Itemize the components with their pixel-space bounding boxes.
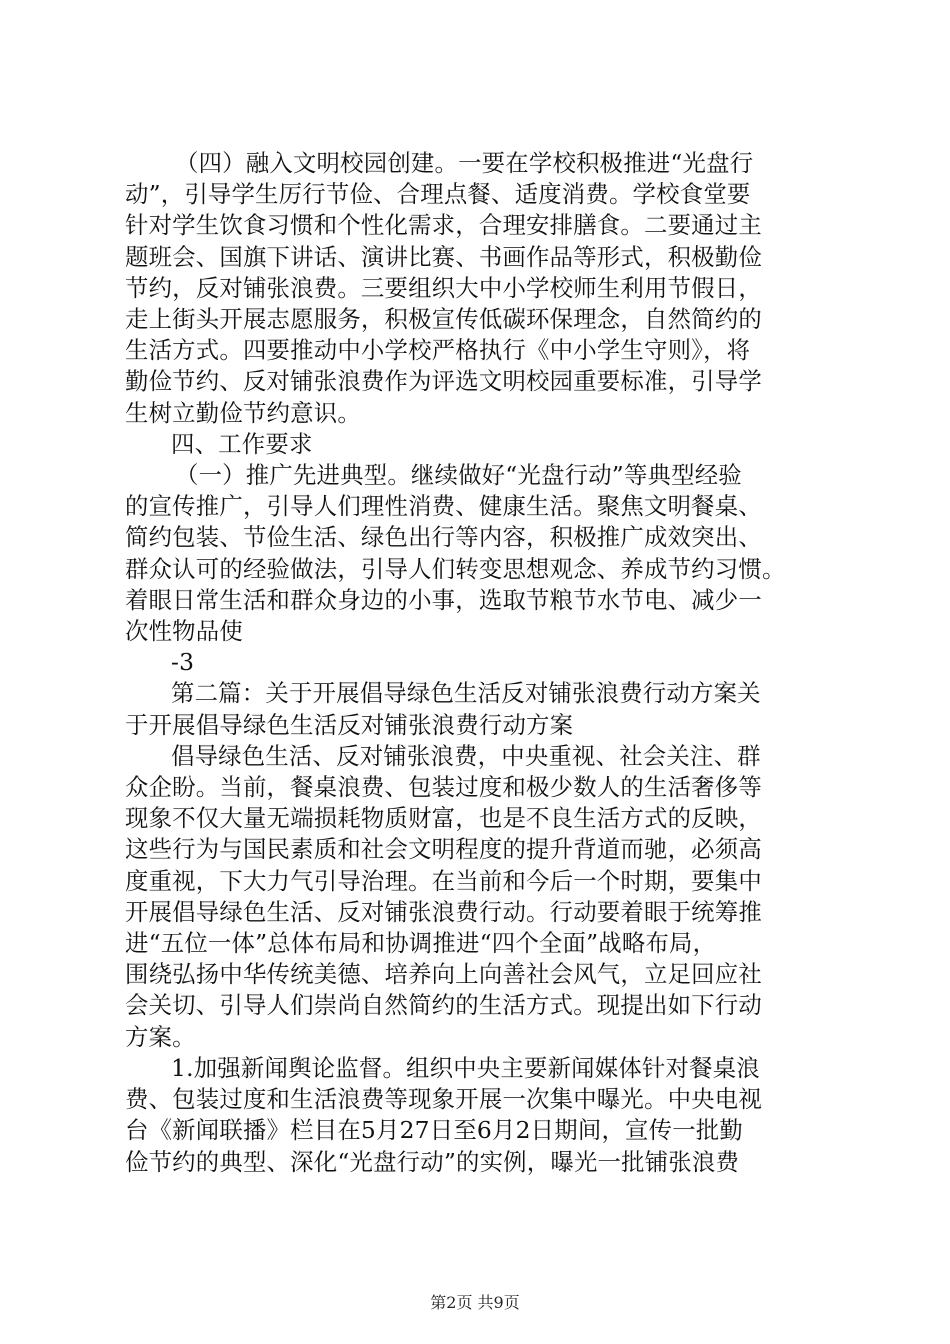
paragraph-line: 众企盼。当前，餐桌浪费、包装过度和极少数人的生活奢侈等 [125,773,762,802]
paragraph-line: 这些行为与国民素质和社会文明程度的提升背道而驰，必须高 [125,835,762,864]
paragraph-line: （四）融入文明校园创建。一要在学校积极推进“光盘行 [175,149,754,177]
paragraph-line: 针对学生饮食习惯和个性化需求，合理安排膳食。二要通过主 [125,211,762,240]
paragraph-line: 台《新闻联播》栏目在5月27日至6月2日期间，宣传一批勤 [125,1116,743,1145]
paragraph-line: 会关切、引导人们崇尚自然简约的生活方式。现提出如下行动 [125,991,762,1020]
paragraph-line: 开展倡导绿色生活、反对铺张浪费行动。行动要着眼于统筹推 [125,897,762,926]
paragraph-line: 度重视，下大力气引导治理。在当前和今后一个时期，要集中 [125,866,762,895]
paragraph-line: 俭节约的典型、深化“光盘行动”的实例，曝光一批铺张浪费 [125,1147,740,1176]
paragraph-line: 简约包装、节俭生活、绿色出行等内容，积极推广成效突出、 [125,523,762,552]
section-heading: 四、工作要求 [171,429,313,458]
paragraph-line: 倡导绿色生活、反对铺张浪费，中央重视、社会关注、群 [171,741,761,770]
paragraph-line: 方案。 [125,1022,196,1051]
paragraph-line: 生树立勤俭节约意识。 [125,398,361,427]
chapter-title: 第二篇：关于开展倡导绿色生活反对铺张浪费行动方案关 [171,679,761,708]
paragraph-line: 着眼日常生活和群众身边的小事，选取节粮节水节电、减少一 [125,585,762,614]
paragraph-line: 次性物品使 [125,617,243,646]
paragraph-line: 围绕弘扬中华传统美德、培养向上向善社会风气，立足回应社 [125,960,762,989]
paragraph-line: 1.加强新闻舆论监督。组织中央主要新闻媒体针对餐桌浪 [171,1053,760,1082]
paragraph-line: 节约，反对铺张浪费。三要组织大中小学校师生利用节假日， [125,273,762,302]
paragraph-line: 题班会、国旗下讲话、演讲比赛、书画作品等形式，积极勤俭 [125,242,762,271]
paragraph-line: 现象不仅大量无端损耗物质财富，也是不良生活方式的反映， [125,804,762,833]
paragraph-line: 走上街头开展志愿服务，积极宣传低碳环保理念，自然简约的 [125,305,762,334]
paragraph-line: （一）推广先进典型。继续做好“光盘行动”等典型经验 [175,461,742,490]
paragraph-line: 的宣传推广，引导人们理性消费、健康生活。聚焦文明餐桌、 [125,492,762,521]
inline-page-number: -3 [171,648,195,677]
paragraph-line: 勤俭节约、反对铺张浪费作为评选文明校园重要标准，引导学 [125,367,762,396]
page-indicator: 第2页 共9页 [430,1293,520,1312]
paragraph-line: 动”，引导学生厉行节俭、合理点餐、适度消费。学校食堂要 [125,180,751,209]
document-body [125,148,830,1178]
chapter-title-continued: 于开展倡导绿色生活反对铺张浪费行动方案 [125,710,574,739]
paragraph-line: 进“五位一体”总体布局和协调推进“四个全面”战略布局， [125,929,717,958]
paragraph-line: 费、包装过度和生活浪费等现象开展一次集中曝光。中央电视 [125,1085,762,1114]
paragraph-line: 生活方式。四要推动中小学校严格执行《中小学生守则》，将 [125,336,751,365]
paragraph-line: 群众认可的经验做法，引导人们转变思想观念、养成节约习惯。 [125,554,786,583]
page-footer [0,1293,950,1313]
